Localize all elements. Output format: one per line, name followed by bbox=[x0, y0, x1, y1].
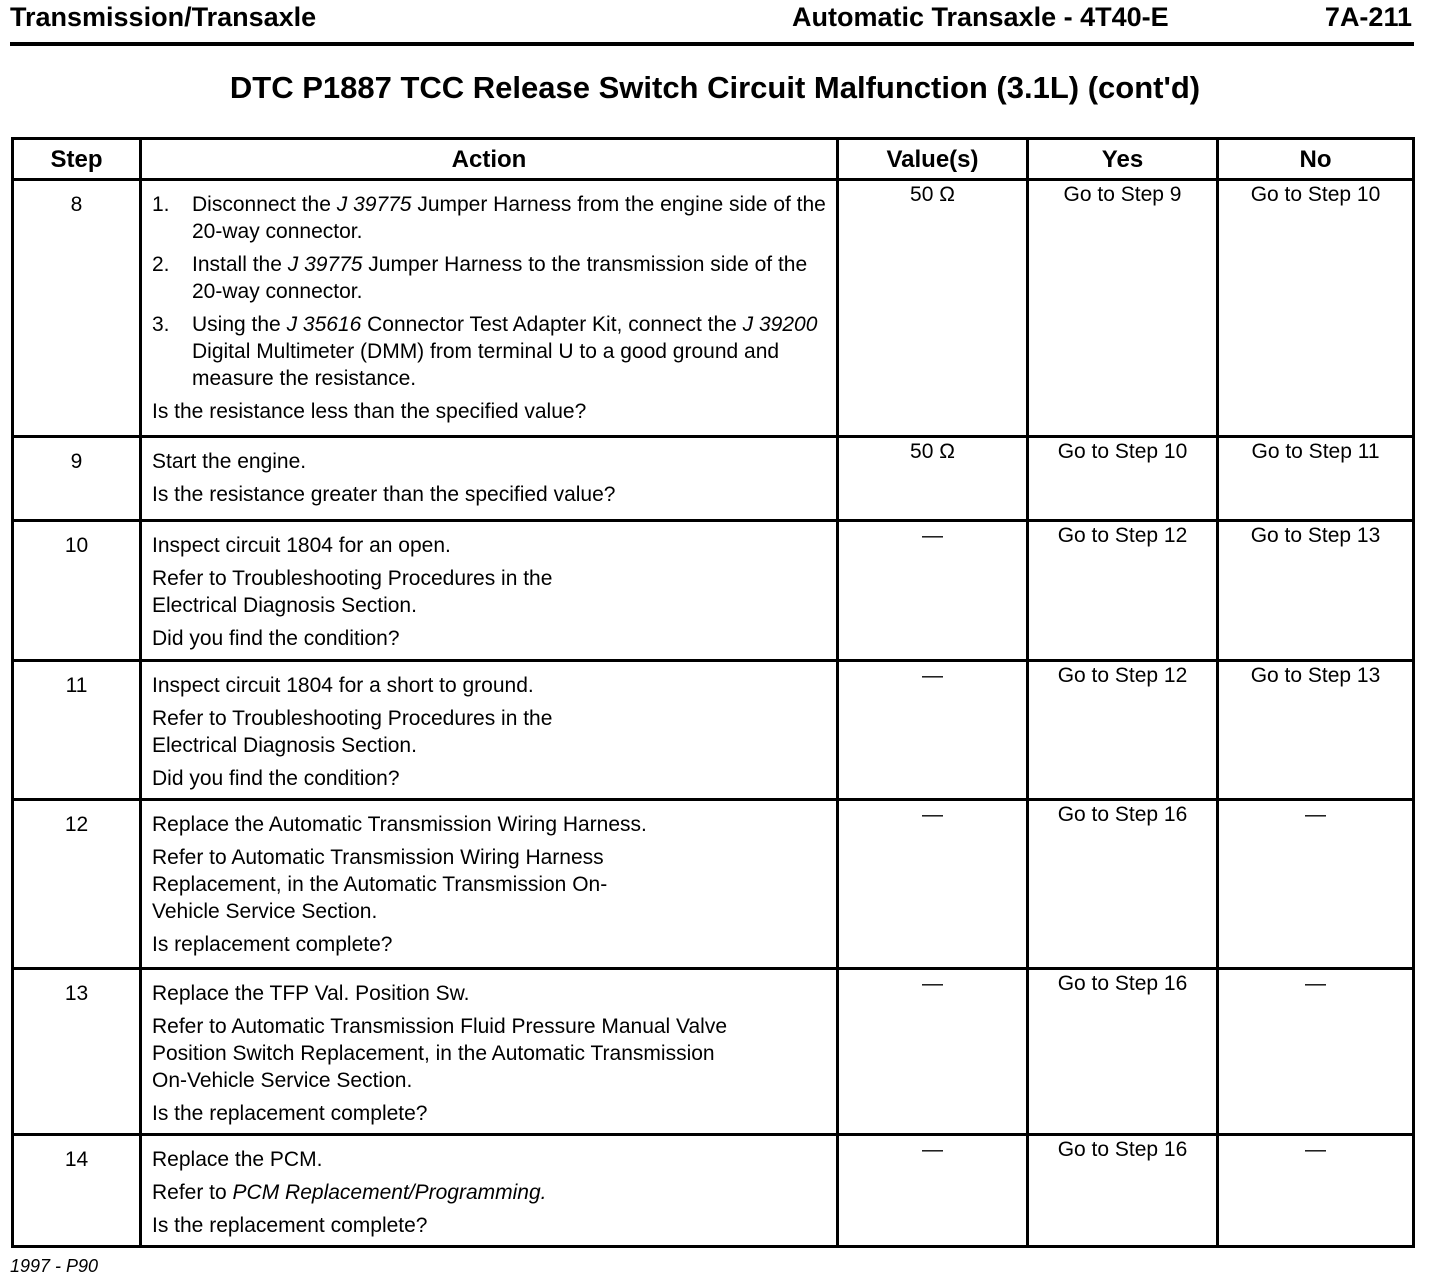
question-text: Is the resistance less than the specified value? bbox=[152, 400, 587, 423]
yes-cell: Go to Step 16 bbox=[1028, 969, 1218, 1135]
reference-title: PCM Replacement/Programming. bbox=[232, 1181, 547, 1204]
action-cell bbox=[141, 800, 838, 969]
action-text: Start the engine. bbox=[152, 450, 307, 473]
step-number: 9 bbox=[13, 437, 141, 521]
action-text: Replace the PCM. bbox=[152, 1148, 323, 1171]
question-text: Is the replacement complete? bbox=[152, 1214, 428, 1237]
no-cell: — bbox=[1218, 800, 1414, 969]
column-header-values: Value(s) bbox=[838, 139, 1028, 180]
step-number: 11 bbox=[13, 661, 141, 800]
value-cell: — bbox=[838, 969, 1028, 1135]
value-cell: — bbox=[838, 661, 1028, 800]
action-text: Inspect circuit 1804 for an open. bbox=[152, 534, 451, 557]
tool-name: J 35616 bbox=[286, 313, 362, 336]
question-text: Is the resistance greater than the specified value? bbox=[152, 483, 616, 506]
page-footer: 1997 - P90 bbox=[10, 1256, 99, 1276]
diagnostic-table bbox=[11, 137, 1415, 1248]
substep: 2. Install the J 39775 Jumper Harness to the transmission side of the 20-way connector. bbox=[152, 253, 808, 303]
no-cell: Go to Step 13 bbox=[1218, 661, 1414, 800]
value-cell: 50 Ω bbox=[838, 180, 1028, 437]
action-cell bbox=[141, 1135, 838, 1247]
reference-text: Refer to Troubleshooting Procedures in the Electrical Diagnosis Section. bbox=[152, 567, 553, 617]
action-cell bbox=[141, 180, 838, 437]
no-cell: — bbox=[1218, 1135, 1414, 1247]
value-cell: — bbox=[838, 800, 1028, 969]
page-title: DTC P1887 TCC Release Switch Circuit Malfunction (3.1L) (cont'd) bbox=[229, 70, 1201, 105]
table-header-row bbox=[13, 139, 1414, 180]
table-row bbox=[13, 437, 1414, 521]
yes-cell: Go to Step 16 bbox=[1028, 1135, 1218, 1247]
step-number: 10 bbox=[13, 521, 141, 661]
yes-cell: Go to Step 12 bbox=[1028, 661, 1218, 800]
action-text: Inspect circuit 1804 for a short to ground. bbox=[152, 674, 534, 697]
yes-cell: Go to Step 9 bbox=[1028, 180, 1218, 437]
column-header-no: No bbox=[1218, 139, 1414, 180]
step-number: 12 bbox=[13, 800, 141, 969]
step-number: 14 bbox=[13, 1135, 141, 1247]
reference-text: Refer to Automatic Transmission Wiring Harness Replacement, in the Automatic Transmission On-Vehicle Service Section. bbox=[152, 846, 608, 923]
tool-name: J 39200 bbox=[742, 313, 818, 336]
no-cell: Go to Step 10 bbox=[1218, 180, 1414, 437]
tool-name: J 39775 bbox=[336, 193, 412, 216]
action-cell bbox=[141, 969, 838, 1135]
action-cell bbox=[141, 437, 838, 521]
reference-text: Refer to Troubleshooting Procedures in the Electrical Diagnosis Section. bbox=[152, 707, 553, 757]
question-text: Is replacement complete? bbox=[152, 933, 393, 956]
value-cell: 50 Ω bbox=[838, 437, 1028, 521]
table-row bbox=[13, 180, 1414, 437]
yes-cell: Go to Step 12 bbox=[1028, 521, 1218, 661]
action-text: Replace the TFP Val. Position Sw. bbox=[152, 982, 470, 1005]
section-title: Transmission/Transaxle bbox=[10, 2, 317, 32]
reference-text: Refer to PCM Replacement/Programming. bbox=[152, 1181, 547, 1204]
manual-subtitle: Automatic Transaxle - 4T40-E bbox=[792, 2, 1169, 32]
column-header-step: Step bbox=[13, 139, 141, 180]
yes-cell: Go to Step 16 bbox=[1028, 800, 1218, 969]
substep-list bbox=[152, 191, 828, 392]
table-row bbox=[13, 969, 1414, 1135]
question-text: Is the replacement complete? bbox=[152, 1102, 428, 1125]
column-header-yes: Yes bbox=[1028, 139, 1218, 180]
table-row bbox=[13, 521, 1414, 661]
step-number: 8 bbox=[13, 180, 141, 437]
reference-text: Refer to Automatic Transmission Fluid Pressure Manual Valve Position Switch Replacement, in the Automatic Transmission On-Vehicle Service Section. bbox=[152, 1015, 728, 1092]
step-number: 13 bbox=[13, 969, 141, 1135]
tool-name: J 39775 bbox=[287, 253, 363, 276]
action-text: Replace the Automatic Transmission Wiring Harness. bbox=[152, 813, 647, 836]
table-row bbox=[13, 1135, 1414, 1247]
substep: 1. Disconnect the J 39775 Jumper Harness from the engine side of the 20-way connector. bbox=[152, 193, 826, 243]
action-cell bbox=[141, 661, 838, 800]
no-cell: — bbox=[1218, 969, 1414, 1135]
no-cell: Go to Step 13 bbox=[1218, 521, 1414, 661]
no-cell: Go to Step 11 bbox=[1218, 437, 1414, 521]
question-text: Did you find the condition? bbox=[152, 767, 400, 790]
yes-cell: Go to Step 10 bbox=[1028, 437, 1218, 521]
value-cell: — bbox=[838, 521, 1028, 661]
table-row bbox=[13, 661, 1414, 800]
value-cell: — bbox=[838, 1135, 1028, 1247]
action-cell bbox=[141, 521, 838, 661]
table-row bbox=[13, 800, 1414, 969]
page-number: 7A-211 bbox=[1324, 2, 1412, 32]
page-header bbox=[10, 0, 1414, 46]
substep: 3. Using the J 35616 Connector Test Adapter Kit, connect the J 39200 Digital Multimeter (DMM) from terminal U to a good ground and measure the resistance. bbox=[152, 313, 818, 390]
question-text: Did you find the condition? bbox=[152, 627, 400, 650]
column-header-action: Action bbox=[141, 139, 838, 180]
